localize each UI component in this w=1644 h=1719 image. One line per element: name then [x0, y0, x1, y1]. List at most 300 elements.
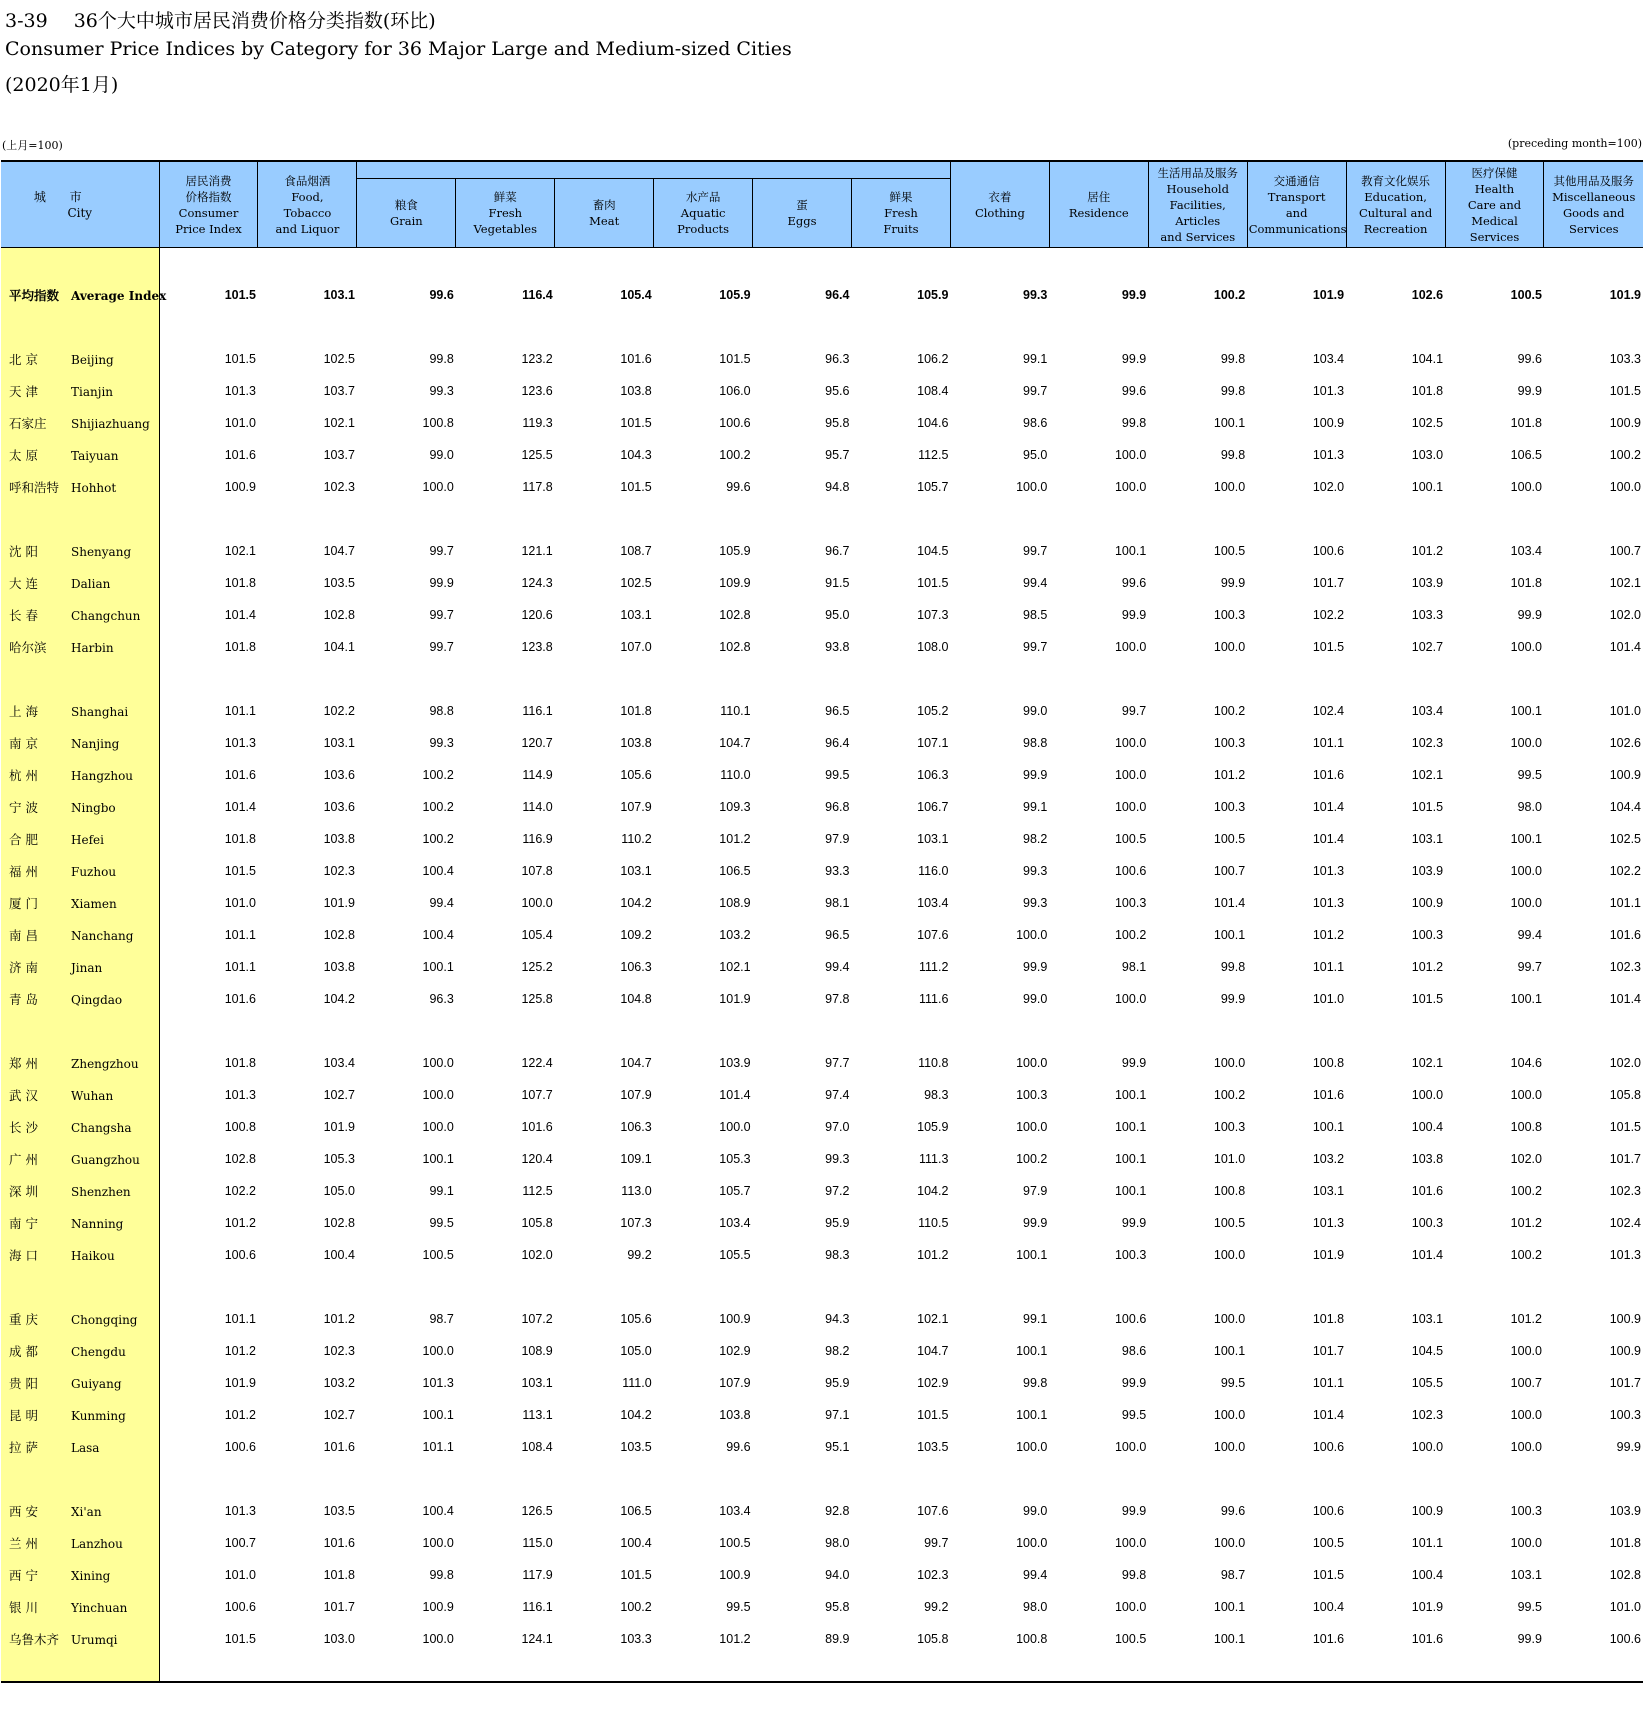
header-vegetables-cn: 鲜菜	[493, 190, 517, 204]
spacer-cell	[159, 1271, 1643, 1303]
index-value: 98.0	[825, 1536, 850, 1550]
header-household-en3: Articles	[1175, 213, 1221, 228]
index-value: 108.9	[521, 1344, 553, 1358]
header-misc-en3: Services	[1568, 221, 1619, 236]
index-value: 101.6	[1411, 1632, 1444, 1646]
index-value: 100.0	[1510, 896, 1542, 910]
index-value: 100.0	[1016, 1056, 1048, 1070]
index-value: 101.5	[224, 1632, 256, 1646]
index-value: 100.4	[1411, 1120, 1444, 1134]
index-value: 100.6	[1609, 1632, 1641, 1646]
table-row	[1, 951, 1643, 983]
index-value: 99.6	[726, 480, 751, 494]
index-value: 103.5	[917, 1440, 949, 1454]
index-value: 101.1	[224, 1312, 256, 1326]
index-value: 95.1	[825, 1440, 850, 1454]
index-value: 99.7	[924, 1536, 949, 1550]
index-value: 100.5	[422, 1248, 454, 1262]
index-value: 101.5	[620, 1568, 652, 1582]
city-name-en: Lanzhou	[71, 1537, 123, 1551]
header-fruits-en2: Fruits	[883, 222, 919, 236]
city-cell	[1, 1143, 159, 1175]
index-value: 110.0	[720, 768, 751, 782]
index-value: 101.5	[224, 864, 256, 878]
index-value: 99.3	[1023, 864, 1048, 878]
city-cell	[1, 695, 159, 727]
index-value: 101.7	[1609, 1376, 1641, 1390]
header-grain-cn: 粮食	[394, 198, 418, 212]
spacer-cell	[159, 1015, 1643, 1047]
index-value: 95.8	[825, 416, 850, 430]
index-value: 103.9	[1411, 864, 1444, 878]
table-row	[1, 1111, 1643, 1143]
index-value: 100.1	[422, 1152, 454, 1166]
index-value: 100.0	[1213, 1408, 1246, 1422]
index-value: 104.2	[620, 1408, 652, 1422]
spacer-row	[1, 1271, 1643, 1303]
index-value: 103.3	[1411, 608, 1444, 622]
spacer-row	[1, 663, 1643, 695]
index-value: 103.3	[620, 1632, 652, 1646]
index-value: 107.6	[917, 1504, 949, 1518]
index-value: 103.1	[323, 288, 355, 302]
header-eggs	[753, 179, 852, 248]
index-value: 98.1	[1121, 960, 1147, 974]
table-header	[1, 161, 1643, 248]
city-cell	[1, 375, 159, 407]
index-value: 98.3	[825, 1248, 850, 1262]
index-value: 99.3	[429, 384, 454, 398]
index-value: 103.8	[719, 1408, 751, 1422]
index-value: 101.5	[917, 1408, 949, 1422]
index-value: 104.2	[620, 896, 652, 910]
index-value: 101.9	[719, 992, 751, 1006]
index-value: 101.8	[620, 704, 652, 718]
index-value: 107.3	[917, 608, 949, 622]
index-value: 102.4	[1312, 704, 1345, 718]
index-value: 100.4	[422, 1504, 454, 1518]
city-cell	[1, 759, 159, 791]
index-value: 100.9	[1609, 1312, 1641, 1326]
index-value: 100.0	[1510, 1440, 1542, 1454]
city-cell	[1, 855, 159, 887]
index-value: 99.1	[1023, 800, 1048, 814]
city-name-en: Zhengzhou	[71, 1057, 139, 1071]
index-value: 99.6	[1220, 1504, 1246, 1518]
index-value: 97.1	[825, 1408, 850, 1422]
index-value: 102.2	[323, 704, 355, 718]
city-cell	[1, 1559, 159, 1591]
index-value: 105.9	[917, 288, 949, 302]
table-number: 3-39	[5, 10, 48, 32]
index-value: 99.8	[1220, 384, 1246, 398]
index-value: 109.2	[620, 928, 652, 942]
index-value: 102.3	[323, 864, 355, 878]
index-value: 100.0	[1213, 480, 1246, 494]
index-value: 100.0	[1510, 1408, 1542, 1422]
index-value: 95.0	[1023, 448, 1048, 462]
spacer-row	[1, 1015, 1643, 1047]
city-name-en: Kunming	[71, 1409, 126, 1423]
city-name-cn: 呼和浩特	[9, 480, 60, 495]
index-value: 110.2	[621, 832, 652, 846]
index-value: 100.4	[323, 1248, 355, 1262]
header-education	[1346, 161, 1445, 248]
index-value: 100.0	[1510, 1536, 1542, 1550]
spacer-cell	[159, 503, 1643, 535]
index-value: 116.1	[522, 1600, 553, 1614]
spacer-cell	[159, 311, 1643, 343]
index-value: 101.5	[719, 352, 751, 366]
index-value: 122.4	[521, 1056, 553, 1070]
index-value: 99.8	[1220, 448, 1246, 462]
index-value: 99.9	[1023, 960, 1048, 974]
index-value: 101.5	[1312, 1568, 1345, 1582]
index-value: 100.8	[1016, 1632, 1048, 1646]
index-value: 101.4	[224, 608, 256, 622]
table-row	[1, 823, 1643, 855]
index-value: 101.4	[1312, 1408, 1345, 1422]
index-value: 103.1	[917, 832, 949, 846]
header-aquatic-cn: 水产品	[685, 190, 721, 204]
index-value: 101.5	[917, 576, 949, 590]
city-name-en: Taiyuan	[71, 449, 119, 463]
index-value: 100.1	[422, 960, 454, 974]
header-meat-cn: 畜肉	[592, 198, 616, 212]
header-cpi-cn2: 价格指数	[185, 189, 232, 204]
table-row	[1, 1527, 1643, 1559]
city-name-en: Changsha	[71, 1121, 132, 1135]
index-value: 99.6	[429, 288, 454, 302]
city-cell	[1, 919, 159, 951]
index-value: 100.8	[1510, 1120, 1542, 1134]
index-value: 102.8	[323, 928, 355, 942]
index-value: 111.0	[622, 1376, 652, 1390]
index-value: 102.1	[224, 544, 256, 558]
index-value: 101.4	[224, 800, 256, 814]
table-row	[1, 1399, 1643, 1431]
index-value: 100.0	[1510, 736, 1542, 750]
table-row	[1, 1335, 1643, 1367]
index-value: 101.6	[224, 768, 256, 782]
index-value: 108.4	[917, 384, 949, 398]
header-cpi-cn1: 居民消费	[185, 173, 232, 188]
city-name-cn: 上 海	[9, 704, 38, 719]
index-value: 100.5	[1213, 832, 1246, 846]
spacer-city-cell	[1, 1015, 159, 1047]
index-value: 100.3	[1411, 928, 1444, 942]
index-value: 104.2	[323, 992, 355, 1006]
index-value: 103.1	[1312, 1184, 1345, 1198]
index-value: 100.6	[224, 1248, 256, 1262]
index-value: 100.1	[1114, 1120, 1147, 1134]
city-cell	[1, 1047, 159, 1079]
city-name-cn: 广 州	[9, 1152, 38, 1167]
table-row	[1, 407, 1643, 439]
spacer-cell	[159, 248, 1643, 280]
index-value: 96.3	[825, 352, 850, 366]
index-value: 100.1	[1016, 1408, 1048, 1422]
index-value: 99.7	[429, 608, 454, 622]
index-value: 101.3	[1312, 896, 1345, 910]
index-value: 101.2	[719, 832, 751, 846]
index-value: 100.3	[1411, 1216, 1444, 1230]
table-row	[1, 1431, 1643, 1463]
city-name-en: Guiyang	[71, 1377, 122, 1391]
index-value: 102.3	[323, 1344, 355, 1358]
index-value: 102.2	[224, 1184, 256, 1198]
header-fruits-cn: 鲜果	[889, 190, 913, 204]
index-value: 103.4	[1510, 544, 1542, 558]
city-name-en: Harbin	[71, 641, 114, 655]
index-value: 104.1	[323, 640, 355, 654]
header-residence	[1049, 161, 1148, 248]
index-value: 123.2	[521, 352, 553, 366]
index-value: 120.7	[521, 736, 553, 750]
index-value: 102.3	[917, 1568, 949, 1582]
index-value: 101.8	[323, 1568, 355, 1582]
index-value: 100.0	[1510, 864, 1542, 878]
index-value: 101.7	[323, 1600, 355, 1614]
city-name-en: Shenzhen	[71, 1185, 131, 1199]
index-value: 96.8	[825, 800, 850, 814]
city-cell	[1, 1527, 159, 1559]
index-value: 100.1	[1213, 928, 1246, 942]
index-value: 95.9	[825, 1216, 850, 1230]
header-food	[258, 161, 357, 248]
index-value: 110.1	[720, 704, 751, 718]
city-name-cn: 武 汉	[9, 1088, 38, 1103]
index-value: 105.9	[917, 1120, 949, 1134]
index-value: 101.3	[224, 1504, 256, 1518]
index-value: 104.6	[917, 416, 949, 430]
index-value: 101.6	[1312, 768, 1345, 782]
index-value: 113.0	[621, 1184, 652, 1198]
index-value: 100.0	[1510, 1088, 1542, 1102]
index-value: 93.8	[825, 640, 850, 654]
index-value: 100.0	[1213, 1056, 1246, 1070]
city-name-cn: 银 川	[9, 1600, 38, 1615]
index-value: 99.6	[726, 1440, 751, 1454]
index-value: 99.7	[429, 544, 454, 558]
header-food-en3: and Liquor	[275, 221, 340, 236]
index-value: 101.8	[224, 640, 256, 654]
index-value: 100.8	[1312, 1056, 1345, 1070]
index-value: 102.9	[917, 1376, 949, 1390]
index-value: 102.8	[323, 1216, 355, 1230]
index-value: 100.2	[1510, 1184, 1542, 1198]
spacer-city-cell	[1, 663, 159, 695]
index-value: 99.0	[1023, 992, 1048, 1006]
index-value: 109.3	[719, 800, 751, 814]
table-row	[1, 855, 1643, 887]
index-value: 106.5	[1510, 448, 1542, 462]
index-value: 107.9	[620, 800, 652, 814]
table-title-cn: 36个大中城市居民消费价格分类指数(环比)	[73, 10, 436, 32]
index-value: 100.7	[224, 1536, 256, 1550]
header-clothing-cn: 衣着	[988, 189, 1012, 204]
spacer-city-cell	[1, 311, 159, 343]
index-value: 101.3	[1312, 864, 1345, 878]
index-value: 100.0	[422, 1120, 454, 1134]
index-value: 101.2	[1411, 960, 1444, 974]
city-cell	[1, 1175, 159, 1207]
spacer-row	[1, 248, 1643, 280]
index-value: 100.7	[1213, 864, 1246, 878]
header-food-cn: 食品烟酒	[284, 173, 331, 188]
index-value: 103.9	[719, 1056, 751, 1070]
index-value: 99.9	[1121, 352, 1147, 366]
table-row	[1, 343, 1643, 375]
header-aquatic	[654, 179, 753, 248]
index-value: 100.9	[1609, 416, 1641, 430]
index-value: 101.8	[1510, 576, 1542, 590]
index-value: 104.5	[917, 544, 949, 558]
header-eggs-cn: 蛋	[796, 198, 808, 212]
spacer-row	[1, 503, 1643, 535]
header-health-en4: Services	[1469, 229, 1520, 244]
index-value: 103.2	[323, 1376, 355, 1390]
city-cell	[1, 983, 159, 1015]
index-value: 99.9	[1023, 768, 1048, 782]
city-cell	[1, 1495, 159, 1527]
city-name-cn: 哈尔滨	[9, 640, 47, 655]
index-value: 107.2	[521, 1312, 553, 1326]
index-value: 101.4	[1312, 800, 1345, 814]
table-row	[1, 919, 1643, 951]
index-value: 100.0	[1114, 448, 1147, 462]
index-value: 101.9	[1312, 288, 1345, 302]
city-name-en: Hangzhou	[71, 769, 134, 783]
table-title	[5, 6, 436, 33]
index-value: 100.2	[422, 768, 454, 782]
header-cpi	[159, 161, 258, 248]
spacer-city-cell	[1, 1655, 159, 1682]
index-value: 105.8	[521, 1216, 553, 1230]
index-value: 104.3	[620, 448, 652, 462]
header-misc	[1544, 161, 1643, 248]
index-value: 101.2	[719, 1632, 751, 1646]
index-value: 100.0	[1510, 640, 1542, 654]
index-value: 101.6	[1411, 1184, 1444, 1198]
base-note-en: (preceding month=100)	[1507, 137, 1642, 150]
index-value: 102.5	[1411, 416, 1444, 430]
index-value: 103.0	[1411, 448, 1444, 462]
index-value: 100.0	[422, 1632, 454, 1646]
table-row	[1, 1495, 1643, 1527]
index-value: 99.4	[1023, 1568, 1048, 1582]
index-value: 100.4	[1411, 1568, 1444, 1582]
city-name-en: Shijiazhuang	[71, 417, 150, 431]
index-value: 100.0	[1213, 640, 1246, 654]
index-value: 103.4	[323, 1056, 355, 1070]
index-value: 101.2	[323, 1312, 355, 1326]
index-value: 98.7	[429, 1312, 454, 1326]
index-value: 101.2	[1312, 928, 1345, 942]
index-value: 102.8	[719, 640, 751, 654]
index-value: 104.1	[1411, 352, 1444, 366]
index-value: 100.1	[422, 1408, 454, 1422]
header-misc-cn: 其他用品及服务	[1553, 173, 1634, 188]
header-transport-en1: Transport	[1267, 189, 1326, 204]
header-food-subgroup-bar	[357, 161, 951, 179]
index-value: 100.5	[1213, 544, 1246, 558]
index-value: 100.9	[719, 1312, 751, 1326]
index-value: 102.7	[323, 1408, 355, 1422]
index-value: 103.5	[323, 1504, 355, 1518]
index-value: 99.4	[1023, 576, 1048, 590]
index-value: 101.2	[1510, 1216, 1542, 1230]
index-value: 100.2	[422, 800, 454, 814]
index-value: 107.3	[620, 1216, 652, 1230]
index-value: 99.9	[1121, 1376, 1147, 1390]
index-value: 103.5	[620, 1440, 652, 1454]
header-misc-en1: Miscellaneous	[1552, 189, 1636, 204]
header-cpi-en2: Price Index	[175, 221, 242, 236]
index-value: 105.9	[719, 288, 751, 302]
city-cell	[1, 1591, 159, 1623]
index-value: 117.8	[522, 480, 553, 494]
index-value: 100.5	[719, 1536, 751, 1550]
index-value: 101.8	[1510, 416, 1542, 430]
index-value: 110.5	[918, 1216, 949, 1230]
header-health	[1445, 161, 1544, 248]
index-value: 102.7	[1411, 640, 1444, 654]
index-value: 100.1	[1510, 704, 1542, 718]
index-value: 99.1	[1023, 1312, 1048, 1326]
header-aquatic-en1: Aquatic	[680, 206, 726, 220]
index-value: 100.3	[1213, 736, 1246, 750]
index-value: 94.0	[825, 1568, 850, 1582]
table-row	[1, 567, 1643, 599]
city-name-cn: 郑 州	[9, 1056, 38, 1071]
table-row	[1, 1303, 1643, 1335]
header-health-en3: Medical	[1471, 213, 1518, 228]
index-value: 105.6	[620, 1312, 652, 1326]
index-value: 100.6	[224, 1440, 256, 1454]
index-value: 100.0	[1114, 768, 1147, 782]
index-value: 100.0	[1016, 928, 1048, 942]
city-cell	[1, 1367, 159, 1399]
city-name-cn: 合 肥	[9, 832, 38, 847]
index-value: 100.0	[422, 480, 454, 494]
city-name-cn: 拉 萨	[9, 1440, 38, 1455]
city-cell	[1, 407, 159, 439]
index-value: 99.7	[1023, 544, 1048, 558]
index-value: 99.0	[429, 448, 454, 462]
index-value: 100.0	[1411, 1088, 1444, 1102]
index-value: 106.0	[719, 384, 751, 398]
index-value: 101.6	[323, 1536, 355, 1550]
city-cell	[1, 1431, 159, 1463]
index-value: 100.7	[1609, 544, 1641, 558]
index-value: 101.5	[1609, 1120, 1641, 1134]
city-name-en: Dalian	[71, 577, 111, 591]
index-value: 103.2	[719, 928, 751, 942]
index-value: 106.3	[917, 768, 949, 782]
index-value: 99.9	[1121, 1056, 1147, 1070]
index-value: 100.9	[1411, 1504, 1444, 1518]
index-value: 100.0	[1016, 1120, 1048, 1134]
index-value: 100.1	[1213, 416, 1246, 430]
header-fruits-en1: Fresh	[884, 206, 918, 220]
header-meat	[555, 179, 654, 248]
index-value: 101.8	[224, 832, 256, 846]
header-health-en1: Health	[1474, 181, 1515, 196]
city-cell	[1, 1335, 159, 1367]
header-household-cn: 生活用品及服务	[1157, 165, 1238, 180]
index-value: 105.4	[521, 928, 553, 942]
